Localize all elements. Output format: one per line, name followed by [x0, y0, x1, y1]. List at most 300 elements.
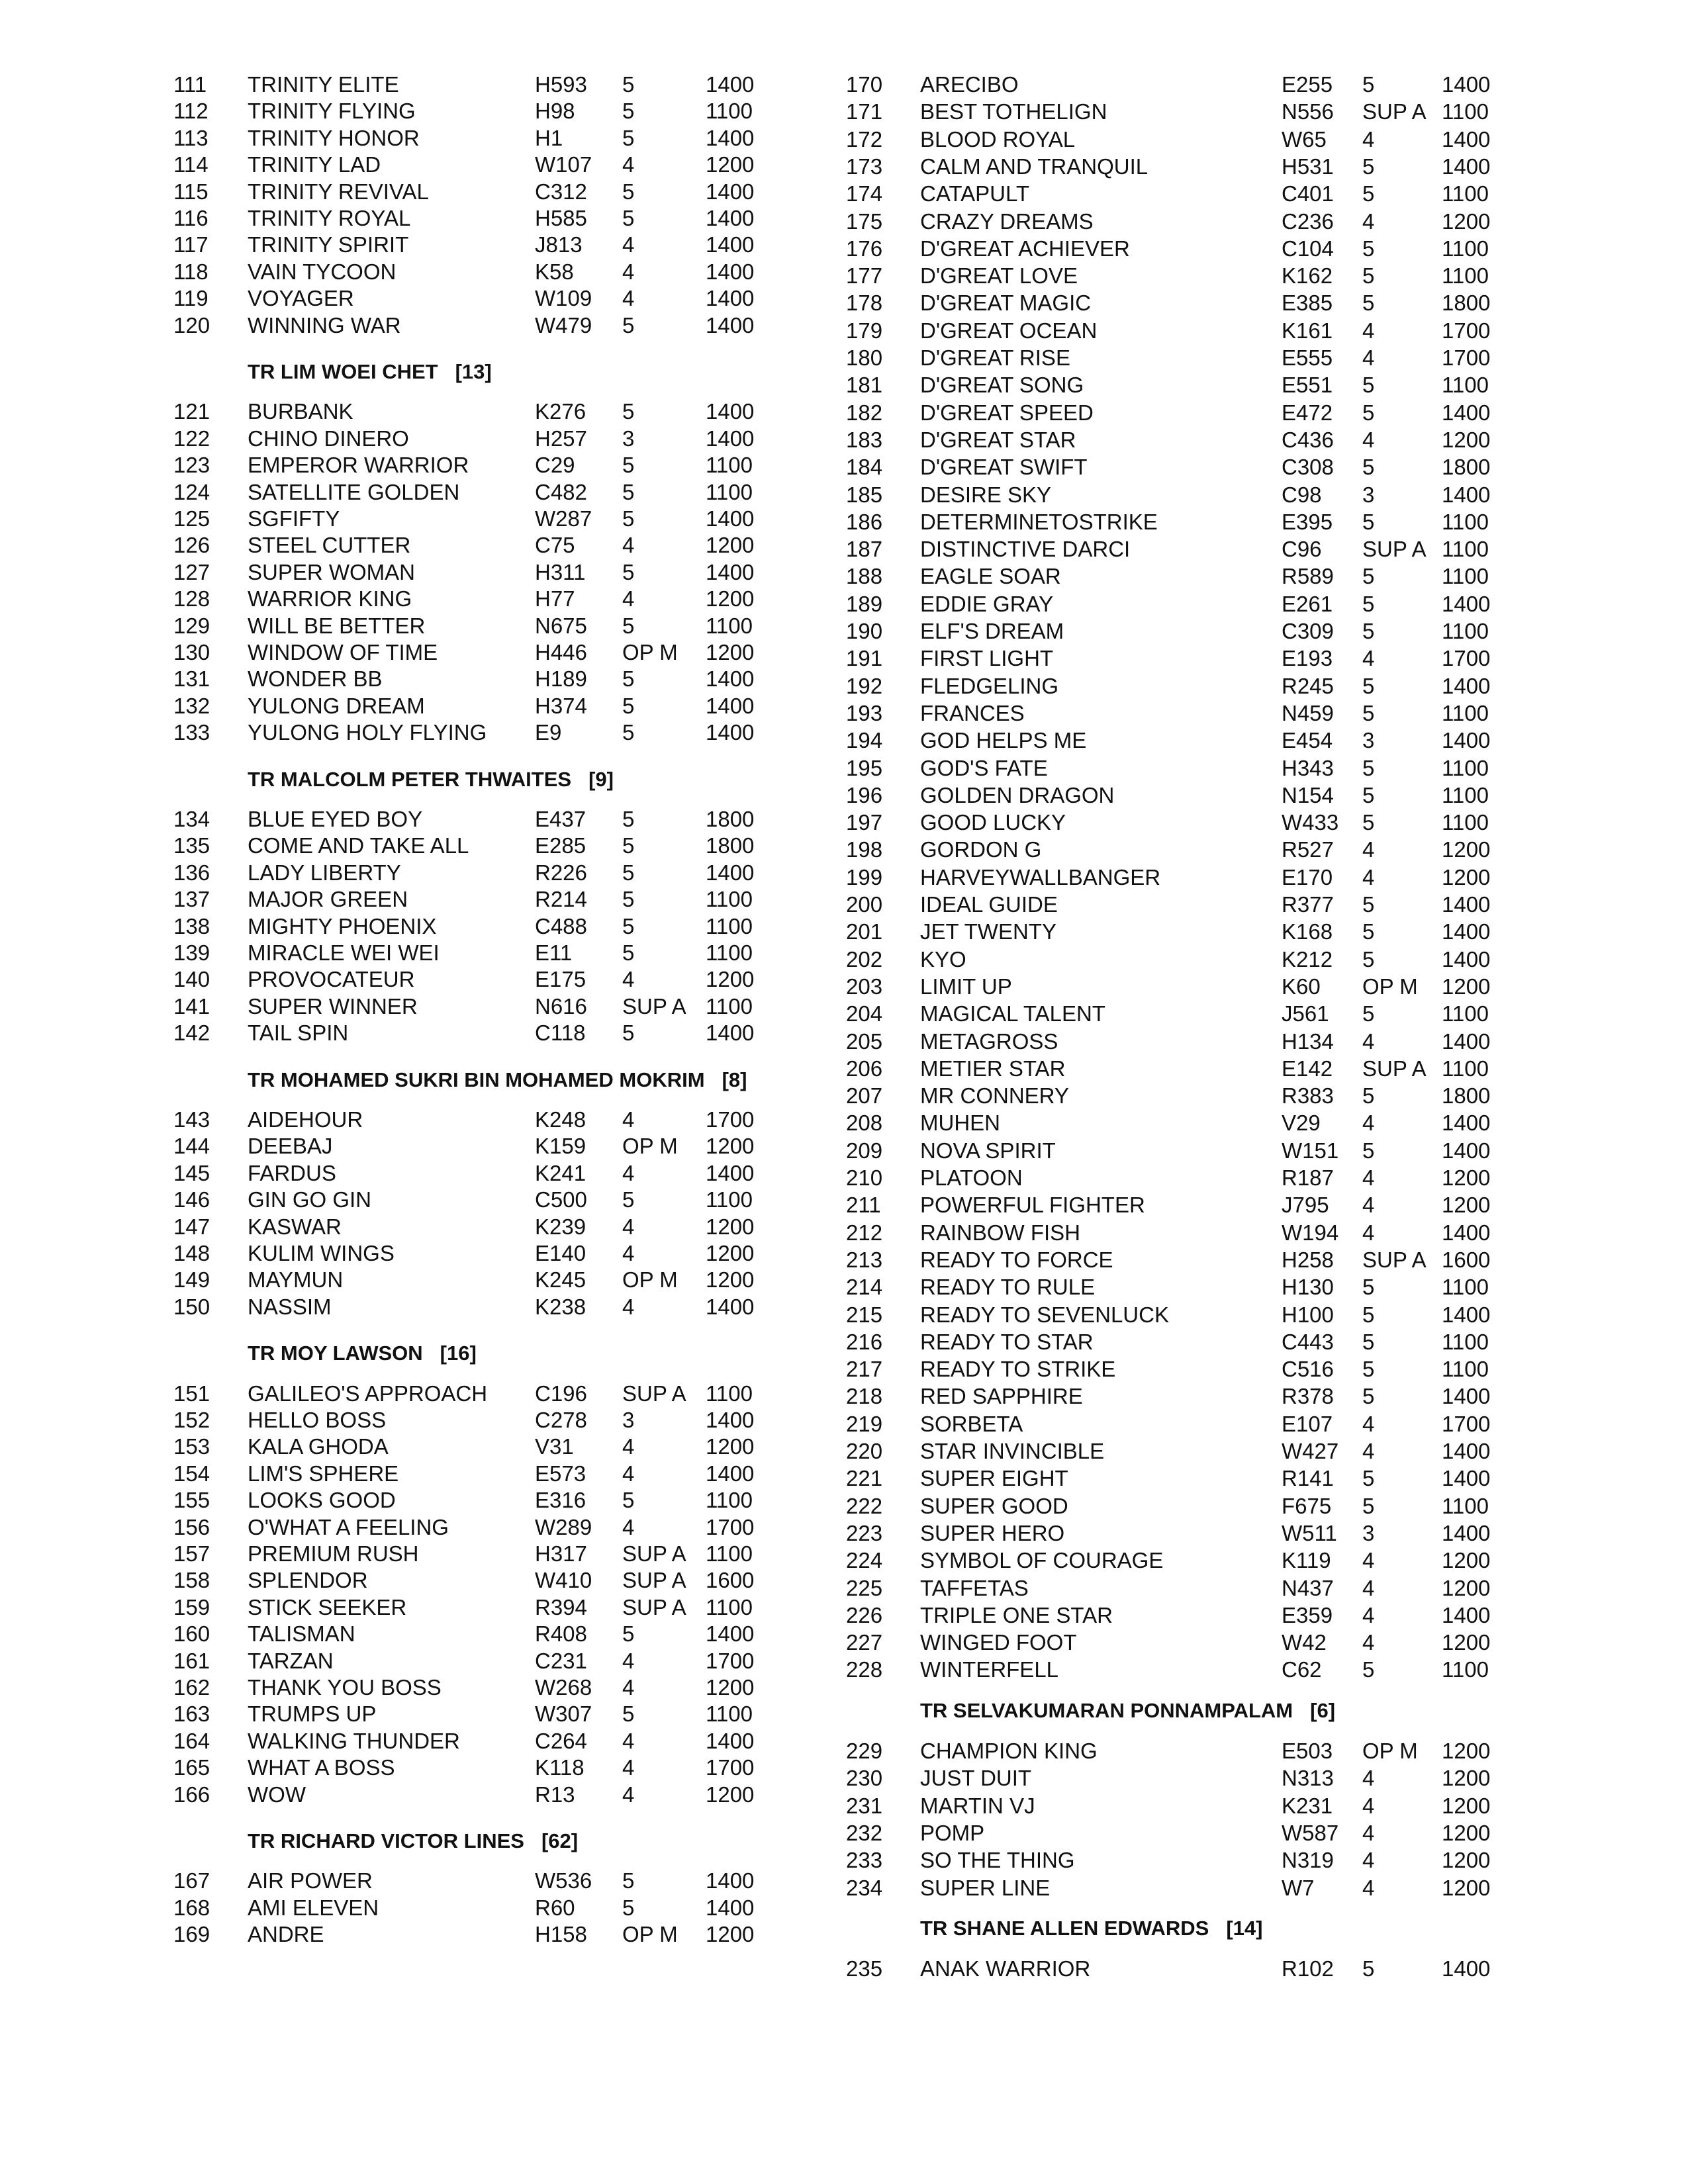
- horse-name: ELF'S DREAM: [920, 619, 1064, 643]
- horse-distance: 1700: [1442, 1411, 1491, 1436]
- horse-distance: 1400: [706, 1868, 755, 1893]
- horse-rating: 5: [622, 720, 635, 745]
- horse-number: 136: [173, 860, 211, 885]
- horse-number: 202: [846, 946, 883, 972]
- trainer-name: TR RICHARD VICTOR LINES: [248, 1829, 524, 1852]
- horse-code: R13: [535, 1782, 575, 1807]
- horse-distance: 1400: [1442, 892, 1491, 917]
- horse-distance: 1100: [706, 1541, 753, 1566]
- horse-name: NOVA SPIRIT: [920, 1138, 1056, 1163]
- horse-number: 160: [173, 1621, 211, 1647]
- horse-name: IDEAL GUIDE: [920, 892, 1058, 917]
- horse-name: GALILEO'S APPROACH: [248, 1381, 488, 1406]
- horse-number: 152: [173, 1408, 211, 1432]
- horse-name: CALM AND TRANQUIL: [920, 154, 1149, 179]
- horse-number: 115: [173, 179, 209, 204]
- horse-number: 119: [173, 286, 209, 311]
- horse-rating: 5: [1362, 755, 1375, 780]
- horse-name: DESIRE SKY: [920, 482, 1052, 507]
- horse-distance: 1100: [1442, 537, 1489, 562]
- horse-name: BLUE EYED BOY: [248, 807, 423, 831]
- horse-distance: 1100: [1442, 1275, 1489, 1300]
- horse-rating: 5: [622, 99, 635, 124]
- horse-name: WINGED FOOT: [920, 1630, 1077, 1655]
- horse-distance: 1400: [1442, 1956, 1491, 1981]
- horse-rating: 5: [622, 559, 635, 584]
- horse-code: E437: [535, 807, 586, 831]
- horse-distance: 1400: [706, 179, 755, 204]
- horse-number: 215: [846, 1302, 883, 1327]
- trainer-heading: [248, 766, 614, 793]
- horse-name: THANK YOU BOSS: [248, 1675, 442, 1700]
- horse-rating: 5: [1362, 810, 1375, 835]
- horse-number: 218: [846, 1384, 883, 1409]
- horse-distance: 1400: [706, 1621, 755, 1647]
- horse-rating: 4: [622, 1294, 635, 1319]
- horse-number: 147: [173, 1214, 211, 1239]
- horse-distance: 1400: [1442, 1439, 1491, 1463]
- horse-number: 163: [173, 1702, 211, 1727]
- horse-rating: 4: [622, 1728, 635, 1753]
- horse-distance: 1200: [1442, 427, 1491, 452]
- horse-rating: 5: [622, 693, 635, 718]
- horse-rating: 4: [1362, 646, 1375, 671]
- horse-number: 212: [846, 1220, 883, 1245]
- trainer-horse-count: [9]: [588, 767, 614, 791]
- horse-rating: 3: [1362, 482, 1375, 507]
- horse-code: K60: [1282, 974, 1321, 999]
- horse-code: N154: [1282, 782, 1334, 807]
- horse-rating: 5: [622, 206, 635, 230]
- horse-distance: 1400: [706, 666, 755, 692]
- trainer-heading: [248, 359, 492, 385]
- horse-number: 198: [846, 837, 883, 862]
- horse-number: 123: [173, 453, 211, 478]
- horse-name: SUPER HERO: [920, 1520, 1065, 1545]
- horse-code: W268: [535, 1675, 592, 1700]
- horse-code: H77: [535, 586, 575, 612]
- horse-code: J561: [1282, 1001, 1329, 1026]
- horse-code: N675: [535, 613, 587, 638]
- horse-distance: 1400: [706, 426, 755, 451]
- horse-rating: 4: [1362, 1548, 1375, 1573]
- horse-rating: SUP A: [1362, 1247, 1427, 1272]
- horse-number: 165: [173, 1755, 211, 1780]
- horse-distance: 1100: [706, 1594, 753, 1619]
- horse-distance: 1100: [706, 453, 753, 478]
- horse-distance: 1400: [706, 506, 755, 531]
- horse-rating: 5: [622, 312, 635, 338]
- horse-distance: 1700: [1442, 318, 1491, 343]
- horse-number: 221: [846, 1466, 883, 1491]
- horse-name: BLOOD ROYAL: [920, 126, 1076, 152]
- horse-number: 114: [173, 152, 209, 177]
- horse-name: D'GREAT SPEED: [920, 400, 1094, 425]
- horse-code: K119: [1282, 1548, 1331, 1573]
- horse-number: 166: [173, 1782, 211, 1807]
- horse-code: C436: [1282, 427, 1334, 452]
- horse-number: 226: [846, 1602, 883, 1627]
- horse-number: 188: [846, 564, 883, 589]
- horse-distance: 1200: [706, 640, 755, 664]
- horse-code: C98: [1282, 482, 1322, 507]
- horse-distance: 1400: [706, 72, 755, 97]
- horse-name: TAFFETAS: [920, 1575, 1029, 1600]
- horse-name: TRINITY ELITE: [248, 72, 399, 97]
- horse-code: C482: [535, 479, 587, 504]
- horse-rating: 5: [1362, 1138, 1375, 1163]
- horse-rating: 4: [1362, 1848, 1375, 1873]
- horse-name: D'GREAT SWIFT: [920, 455, 1088, 480]
- horse-distance: 1100: [1442, 755, 1489, 780]
- horse-distance: 1400: [1442, 126, 1491, 152]
- horse-rating: 5: [622, 72, 635, 97]
- horse-distance: 1400: [1442, 1028, 1491, 1054]
- horse-name: AMI ELEVEN: [248, 1895, 379, 1920]
- trainer-name: TR SELVAKUMARAN PONNAMPALAM: [920, 1698, 1293, 1722]
- horse-code: H446: [535, 640, 587, 664]
- horse-distance: 1100: [1442, 700, 1489, 725]
- horse-name: HELLO BOSS: [248, 1408, 387, 1432]
- horse-code: W7: [1282, 1875, 1315, 1900]
- horse-distance: 1400: [706, 1408, 755, 1432]
- horse-code: W107: [535, 152, 592, 177]
- horse-code: C29: [535, 453, 575, 478]
- horse-code: C500: [535, 1187, 587, 1212]
- horse-distance: 1400: [1442, 1466, 1491, 1491]
- horse-distance: 1200: [706, 1214, 755, 1239]
- horse-number: 170: [846, 72, 883, 97]
- horse-name: FLEDGELING: [920, 673, 1059, 698]
- horse-number: 197: [846, 810, 883, 835]
- horse-name: SPLENDOR: [248, 1568, 368, 1593]
- horse-code: V31: [535, 1434, 574, 1459]
- horse-distance: 1200: [1442, 1793, 1491, 1818]
- horse-code: C62: [1282, 1657, 1322, 1682]
- horse-number: 206: [846, 1056, 883, 1081]
- horse-number: 213: [846, 1247, 883, 1272]
- horse-rating: 5: [1362, 72, 1375, 97]
- horse-distance: 1200: [706, 1434, 755, 1459]
- horse-distance: 1400: [706, 1294, 755, 1319]
- horse-rating: 5: [622, 887, 635, 912]
- horse-rating: OP M: [622, 1267, 678, 1293]
- horse-name: MAYMUN: [248, 1267, 344, 1293]
- horse-distance: 1100: [1442, 373, 1489, 398]
- horse-distance: 1400: [706, 399, 755, 424]
- horse-rating: 5: [1362, 181, 1375, 206]
- horse-number: 225: [846, 1575, 883, 1600]
- horse-distance: 1100: [706, 993, 753, 1019]
- horse-distance: 1400: [706, 206, 755, 230]
- horse-code: K241: [535, 1160, 586, 1185]
- horse-number: 151: [173, 1381, 211, 1406]
- horse-name: LIM'S SPHERE: [248, 1461, 399, 1486]
- horse-distance: 1400: [706, 312, 755, 338]
- horse-rating: 4: [1362, 1766, 1375, 1791]
- horse-number: 235: [846, 1956, 883, 1981]
- horse-code: C308: [1282, 455, 1334, 480]
- horse-number: 185: [846, 482, 883, 507]
- horse-name: PREMIUM RUSH: [248, 1541, 419, 1566]
- horse-number: 191: [846, 646, 883, 671]
- horse-name: WINNING WAR: [248, 312, 401, 338]
- horse-code: E472: [1282, 400, 1333, 425]
- horse-rating: OP M: [622, 1134, 678, 1159]
- horse-number: 133: [173, 720, 211, 745]
- horse-name: WONDER BB: [248, 666, 383, 692]
- horse-name: SUPER WINNER: [248, 993, 418, 1019]
- horse-rating: 5: [622, 1868, 635, 1893]
- horse-distance: 1100: [1442, 99, 1489, 124]
- horse-code: K276: [535, 399, 586, 424]
- horse-code: R214: [535, 887, 587, 912]
- trainer-name: TR MOY LAWSON: [248, 1342, 423, 1365]
- horse-rating: 4: [622, 232, 635, 257]
- horse-number: 220: [846, 1439, 883, 1463]
- horse-rating: 4: [622, 1107, 635, 1132]
- horse-number: 129: [173, 613, 211, 638]
- horse-number: 158: [173, 1568, 211, 1593]
- horse-rating: 5: [622, 1021, 635, 1046]
- horse-code: K245: [535, 1267, 586, 1293]
- horse-distance: 1700: [706, 1514, 755, 1539]
- horse-rating: 4: [622, 1648, 635, 1673]
- horse-code: C488: [535, 913, 587, 938]
- horse-code: C236: [1282, 208, 1334, 234]
- horse-code: J813: [535, 232, 583, 257]
- horse-number: 150: [173, 1294, 211, 1319]
- horse-number: 111: [173, 72, 207, 97]
- horse-distance: 1400: [706, 720, 755, 745]
- horse-rating: 4: [1362, 1820, 1375, 1845]
- horse-distance: 1400: [706, 286, 755, 311]
- horse-name: WOW: [248, 1782, 306, 1807]
- horse-rating: 4: [622, 1782, 635, 1807]
- horse-number: 148: [173, 1241, 211, 1265]
- horse-rating: 4: [1362, 1602, 1375, 1627]
- horse-name: ANDRE: [248, 1922, 324, 1947]
- horse-rating: 5: [1362, 1493, 1375, 1518]
- horse-distance: 1200: [1442, 1848, 1491, 1873]
- horse-number: 127: [173, 559, 211, 584]
- horse-code: K212: [1282, 946, 1333, 972]
- horse-name: VAIN TYCOON: [248, 259, 397, 284]
- horse-code: C118: [535, 1021, 586, 1046]
- horse-code: H257: [535, 426, 587, 451]
- horse-rating: 5: [1362, 263, 1375, 289]
- horse-code: K238: [535, 1294, 586, 1319]
- horse-name: PROVOCATEUR: [248, 967, 415, 992]
- trainer-heading: [920, 1698, 1335, 1724]
- horse-code: E11: [535, 940, 573, 965]
- horse-number: 223: [846, 1520, 883, 1545]
- horse-distance: 1100: [1442, 263, 1489, 289]
- horse-rating: OP M: [1362, 974, 1418, 999]
- horse-rating: 5: [1362, 400, 1375, 425]
- horse-number: 130: [173, 640, 211, 664]
- horse-distance: 1200: [1442, 1193, 1491, 1218]
- horse-rating: 5: [622, 1488, 635, 1513]
- horse-rating: SUP A: [622, 993, 686, 1019]
- horse-distance: 1100: [1442, 509, 1489, 534]
- horse-name: D'GREAT OCEAN: [920, 318, 1098, 343]
- horse-code: H130: [1282, 1275, 1334, 1300]
- horse-distance: 1400: [1442, 1302, 1491, 1327]
- horse-name: TRINITY REVIVAL: [248, 179, 429, 204]
- horse-number: 169: [173, 1922, 211, 1947]
- horse-code: W433: [1282, 810, 1339, 835]
- horse-name: LOOKS GOOD: [248, 1488, 396, 1513]
- horse-number: 131: [173, 666, 211, 692]
- horse-number: 156: [173, 1514, 211, 1539]
- horse-rating: 4: [1362, 126, 1375, 152]
- horse-name: COME AND TAKE ALL: [248, 833, 469, 858]
- horse-rating: 4: [1362, 1220, 1375, 1245]
- horse-rating: 5: [622, 453, 635, 478]
- horse-distance: 1200: [706, 1241, 755, 1265]
- horse-code: E454: [1282, 728, 1333, 753]
- horse-number: 177: [846, 263, 883, 289]
- horse-name: FARDUS: [248, 1160, 336, 1185]
- horse-code: C516: [1282, 1357, 1334, 1382]
- horse-code: H189: [535, 666, 587, 692]
- horse-code: R589: [1282, 564, 1334, 589]
- horse-rating: 4: [1362, 1439, 1375, 1463]
- horse-number: 122: [173, 426, 211, 451]
- horse-number: 135: [173, 833, 211, 858]
- horse-number: 141: [173, 993, 211, 1019]
- horse-number: 214: [846, 1275, 883, 1300]
- horse-distance: 1200: [706, 152, 755, 177]
- horse-rating: 5: [1362, 236, 1375, 261]
- horse-distance: 1400: [706, 1895, 755, 1920]
- horse-rating: 5: [1362, 509, 1375, 534]
- horse-number: 162: [173, 1675, 211, 1700]
- horse-rating: 4: [1362, 1165, 1375, 1190]
- horse-number: 174: [846, 181, 883, 206]
- horse-code: E555: [1282, 345, 1333, 370]
- horse-number: 167: [173, 1868, 211, 1893]
- horse-number: 126: [173, 533, 211, 558]
- horse-rating: 5: [622, 399, 635, 424]
- horse-rating: 5: [622, 613, 635, 638]
- horse-number: 192: [846, 673, 883, 698]
- horse-rating: 5: [622, 506, 635, 531]
- horse-distance: 1800: [1442, 291, 1491, 316]
- horse-number: 217: [846, 1357, 883, 1382]
- horse-name: TRINITY FLYING: [248, 99, 416, 124]
- horse-name: RAINBOW FISH: [920, 1220, 1081, 1245]
- horse-distance: 1800: [706, 807, 755, 831]
- horse-number: 176: [846, 236, 883, 261]
- horse-number: 195: [846, 755, 883, 780]
- horse-distance: 1400: [1442, 1384, 1491, 1409]
- horse-rating: SUP A: [622, 1594, 686, 1619]
- trainer-name: TR LIM WOEI CHET: [248, 360, 438, 383]
- horse-distance: 1600: [706, 1568, 755, 1593]
- horse-name: YULONG HOLY FLYING: [248, 720, 487, 745]
- horse-name: SGFIFTY: [248, 506, 340, 531]
- horse-distance: 1400: [1442, 154, 1491, 179]
- horse-rating: 5: [1362, 455, 1375, 480]
- horse-distance: 1700: [706, 1648, 755, 1673]
- horse-code: W410: [535, 1568, 592, 1593]
- horse-name: TRINITY SPIRIT: [248, 232, 409, 257]
- horse-rating: 4: [1362, 837, 1375, 862]
- horse-name: NASSIM: [248, 1294, 332, 1319]
- horse-name: POMP: [920, 1820, 985, 1845]
- horse-code: H531: [1282, 154, 1334, 179]
- horse-name: JUST DUIT: [920, 1766, 1032, 1791]
- horse-rating: 5: [1362, 946, 1375, 972]
- horse-name: GORDON G: [920, 837, 1042, 862]
- horse-rating: 5: [622, 1895, 635, 1920]
- horse-rating: 5: [1362, 619, 1375, 643]
- horse-number: 144: [173, 1134, 211, 1159]
- horse-name: LIMIT UP: [920, 974, 1012, 999]
- trainer-horse-count: [62]: [541, 1829, 579, 1852]
- horse-distance: 1400: [1442, 919, 1491, 944]
- horse-code: W479: [535, 312, 592, 338]
- horse-name: METAGROSS: [920, 1028, 1058, 1054]
- horse-rating: 4: [1362, 318, 1375, 343]
- horse-distance: 1100: [706, 887, 753, 912]
- horse-number: 124: [173, 479, 211, 504]
- horse-distance: 1400: [1442, 400, 1491, 425]
- trainer-horse-count: [13]: [455, 360, 492, 383]
- horse-name: D'GREAT RISE: [920, 345, 1070, 370]
- horse-code: R378: [1282, 1384, 1334, 1409]
- horse-code: H585: [535, 206, 587, 230]
- horse-distance: 1100: [706, 613, 753, 638]
- horse-number: 200: [846, 892, 883, 917]
- horse-distance: 1400: [1442, 1138, 1491, 1163]
- horse-name: POWERFUL FIGHTER: [920, 1193, 1145, 1218]
- horse-number: 154: [173, 1461, 211, 1486]
- horse-code: E9: [535, 720, 562, 745]
- horse-name: CHINO DINERO: [248, 426, 409, 451]
- horse-code: W194: [1282, 1220, 1339, 1245]
- horse-number: 121: [173, 399, 211, 424]
- horse-rating: 4: [1362, 208, 1375, 234]
- horse-distance: 1100: [1442, 1001, 1489, 1026]
- horse-number: 140: [173, 967, 211, 992]
- horse-distance: 1400: [1442, 1602, 1491, 1627]
- horse-rating: OP M: [622, 640, 678, 664]
- horse-number: 211: [846, 1193, 881, 1218]
- horse-code: W511: [1282, 1520, 1337, 1545]
- horse-name: AIR POWER: [248, 1868, 373, 1893]
- horse-code: H98: [535, 99, 575, 124]
- horse-number: 155: [173, 1488, 211, 1513]
- horse-code: E107: [1282, 1411, 1333, 1436]
- horse-code: E503: [1282, 1739, 1333, 1763]
- horse-code: H1: [535, 125, 563, 150]
- trainer-horse-count: [6]: [1310, 1698, 1336, 1722]
- horse-code: R377: [1282, 892, 1334, 917]
- horse-code: K231: [1282, 1793, 1333, 1818]
- horse-code: E255: [1282, 72, 1333, 97]
- horse-name: D'GREAT LOVE: [920, 263, 1078, 289]
- horse-number: 145: [173, 1160, 211, 1185]
- horse-name: D'GREAT SONG: [920, 373, 1084, 398]
- horse-code: C231: [535, 1648, 587, 1673]
- horse-distance: 1200: [1442, 1766, 1491, 1791]
- horse-rating: 4: [622, 1514, 635, 1539]
- horse-code: H593: [535, 72, 587, 97]
- horse-distance: 1400: [706, 559, 755, 584]
